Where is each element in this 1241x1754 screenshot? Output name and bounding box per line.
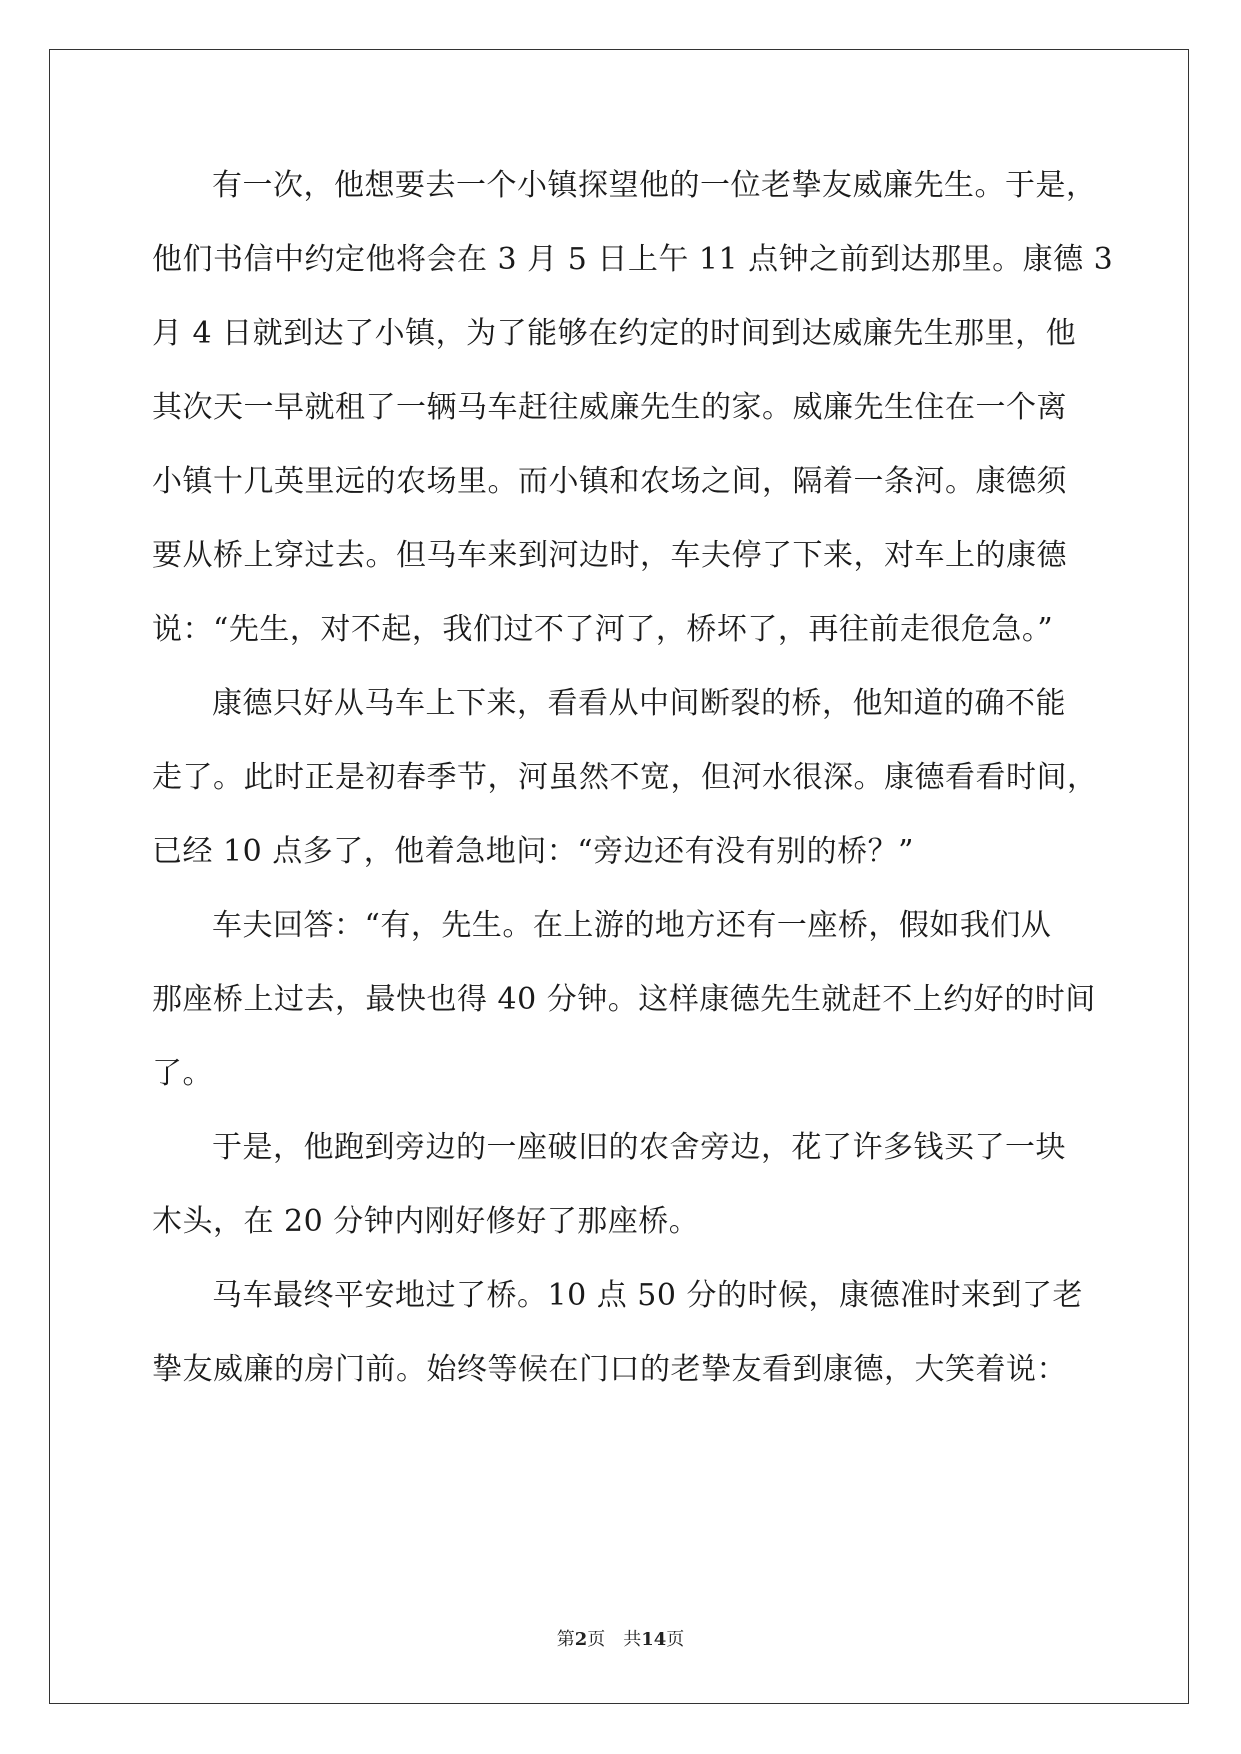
- page-border: [49, 49, 1189, 1704]
- paragraph-5-line-2: 挚友威廉的房门前。始终等候在门口的老挚友看到康德，大笑着说：: [152, 1352, 1067, 1387]
- paragraph-3-line-2: 那座桥上过去，最快也得 40 分钟。这样康德先生就赶不上约好的时间: [152, 982, 1096, 1017]
- paragraph-1-line-4: 其次天一早就租了一辆马车赶往威廉先生的家。威廉先生住在一个离: [152, 390, 1067, 425]
- paragraph-4-line-2: 木头，在 20 分钟内刚好修好了那座桥。: [152, 1204, 700, 1239]
- footer-total-suffix: 页: [666, 1629, 685, 1650]
- paragraph-1-line-2: 他们书信中约定他将会在 3 月 5 日上午 11 点钟之前到达那里。康德 3: [152, 242, 1114, 277]
- footer-total-prefix: 共: [623, 1629, 642, 1650]
- footer-page-prefix: 第: [556, 1629, 575, 1650]
- paragraph-2-line-1: 康德只好从马车上下来，看看从中间断裂的桥，他知道的确不能: [212, 686, 1066, 721]
- footer-page-suffix: 页: [587, 1629, 606, 1650]
- paragraph-1-line-6: 要从桥上穿过去。但马车来到河边时，车夫停了下来，对车上的康德: [152, 538, 1067, 573]
- footer-total-pages: 14: [641, 1629, 667, 1650]
- footer-page-number: 2: [574, 1629, 588, 1650]
- paragraph-5-line-1: 马车最终平安地过了桥。10 点 50 分的时候，康德准时来到了老: [212, 1278, 1083, 1313]
- paragraph-3-line-3: 了。: [152, 1056, 213, 1091]
- paragraph-1-line-1: 有一次，他想要去一个小镇探望他的一位老挚友威廉先生。于是，: [212, 168, 1097, 203]
- page-footer: [0, 1625, 1241, 1651]
- paragraph-1-line-7: 说：“先生，对不起，我们过不了河了，桥坏了，再往前走很危急。”: [152, 612, 1054, 647]
- paragraph-2-line-2: 走了。此时正是初春季节，河虽然不宽，但河水很深。康德看看时间，: [152, 760, 1098, 795]
- paragraph-4-line-1: 于是，他跑到旁边的一座破旧的农舍旁边，花了许多钱买了一块: [212, 1130, 1066, 1165]
- paragraph-1-line-3: 月 4 日就到达了小镇，为了能够在约定的时间到达威廉先生那里，他: [152, 316, 1077, 351]
- paragraph-1-line-5: 小镇十几英里远的农场里。而小镇和农场之间，隔着一条河。康德须: [152, 464, 1067, 499]
- paragraph-2-line-3: 已经 10 点多了，他着急地问：“旁边还有没有别的桥？”: [152, 834, 914, 869]
- paragraph-3-line-1: 车夫回答：“有，先生。在上游的地方还有一座桥，假如我们从: [212, 908, 1052, 943]
